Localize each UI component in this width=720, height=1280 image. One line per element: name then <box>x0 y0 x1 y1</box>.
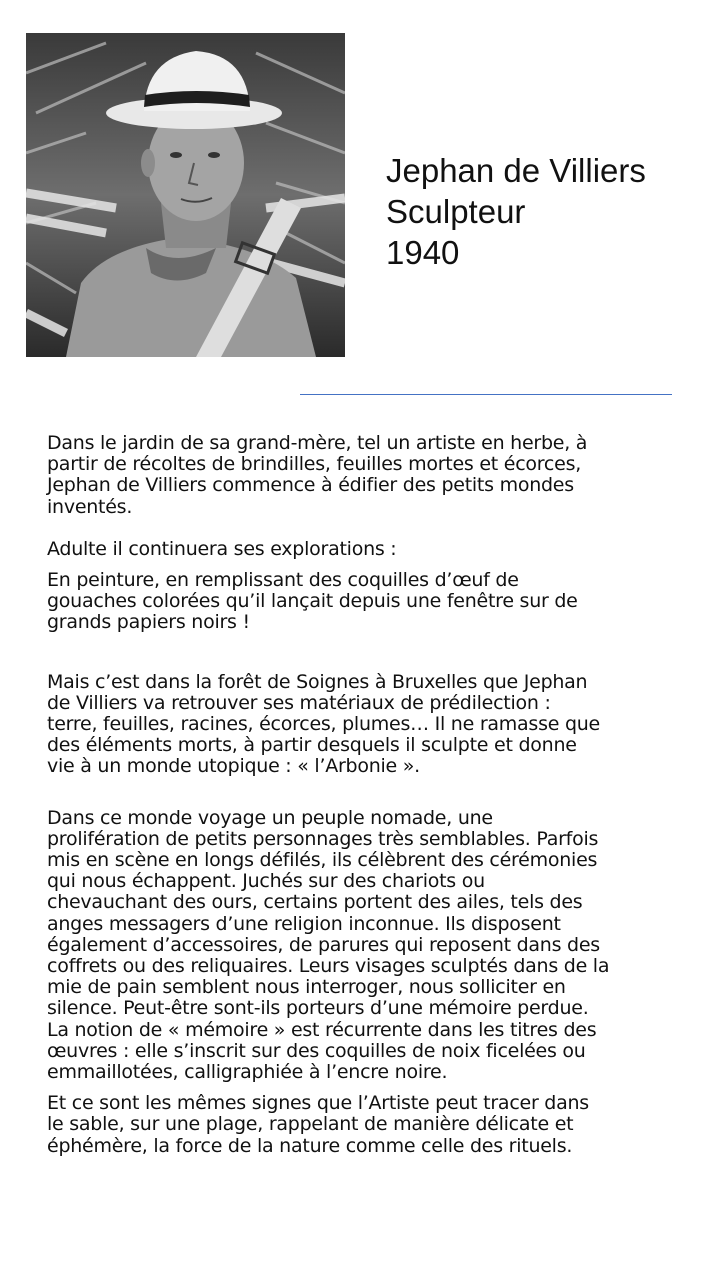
paragraph-signs: Et ce sont les mêmes signes que l’Artiste peut tracer dans le sable, sur une plage, rappelant de manière délicate et éphémère, la force de la nature comme celle des rituels. <box>47 1092 589 1157</box>
artist-profession: Sculpteur <box>386 193 526 230</box>
portrait-photo <box>26 33 345 357</box>
paragraph-adult: Adulte il continuera ses explorations : <box>47 537 397 560</box>
paragraph-arbonie: Dans ce monde voyage un peuple nomade, une prolifération de petits personnages très semblables. Parfois mis en scène en longs défilés, ils célèbrent des cérémonies qui nous échappent. Juchés sur des chariots ou chevauchant des ours, certains portent des ailes, tels des anges messagers d’une religion inconnue. Ils disposent également d’accessoires, de parures qui reposent dans des coffrets ou des reliquaires. Leurs visages sculptés dans de la mie de pain semblent nous interroger, nous solliciter en silence. Peut-être sont-ils porteurs d’une mémoire perdue. La notion de « mémoire » est récurrente dans les titres des œuvres : elle s’inscrit sur des coquilles de noix ficelées ou emmaillotées, calligraphiée à l’encre noire. <box>47 806 610 1084</box>
paragraph-childhood: Dans le jardin de sa grand-mère, tel un artiste en herbe, à partir de récoltes de brindilles, feuilles mortes et écorces, Jephan de Villiers commence à édifier des petits mondes inventés. <box>47 432 588 518</box>
portrait-photo-icon <box>26 33 345 357</box>
paragraph-forest: Mais c’est dans la forêt de Soignes à Bruxelles que Jephan de Villiers va retrouver ses matériaux de prédilection : terre, feuilles, racines, écorces, plumes… Il ne ramasse que des éléments morts, à partir desquels il sculpte et donne vie à un monde utopique : « l’Arbonie ». <box>47 670 600 778</box>
paragraph-painting: En peinture, en remplissant des coquilles d’œuf de gouaches colorées qu’il lançait depuis une fenêtre sur de grands papiers noirs ! <box>47 569 578 634</box>
artist-birth-year: 1940 <box>386 234 460 271</box>
divider-line <box>300 394 672 395</box>
artist-name: Jephan de Villiers <box>386 152 646 189</box>
biography-text <box>47 433 677 1157</box>
title-block <box>386 150 646 273</box>
